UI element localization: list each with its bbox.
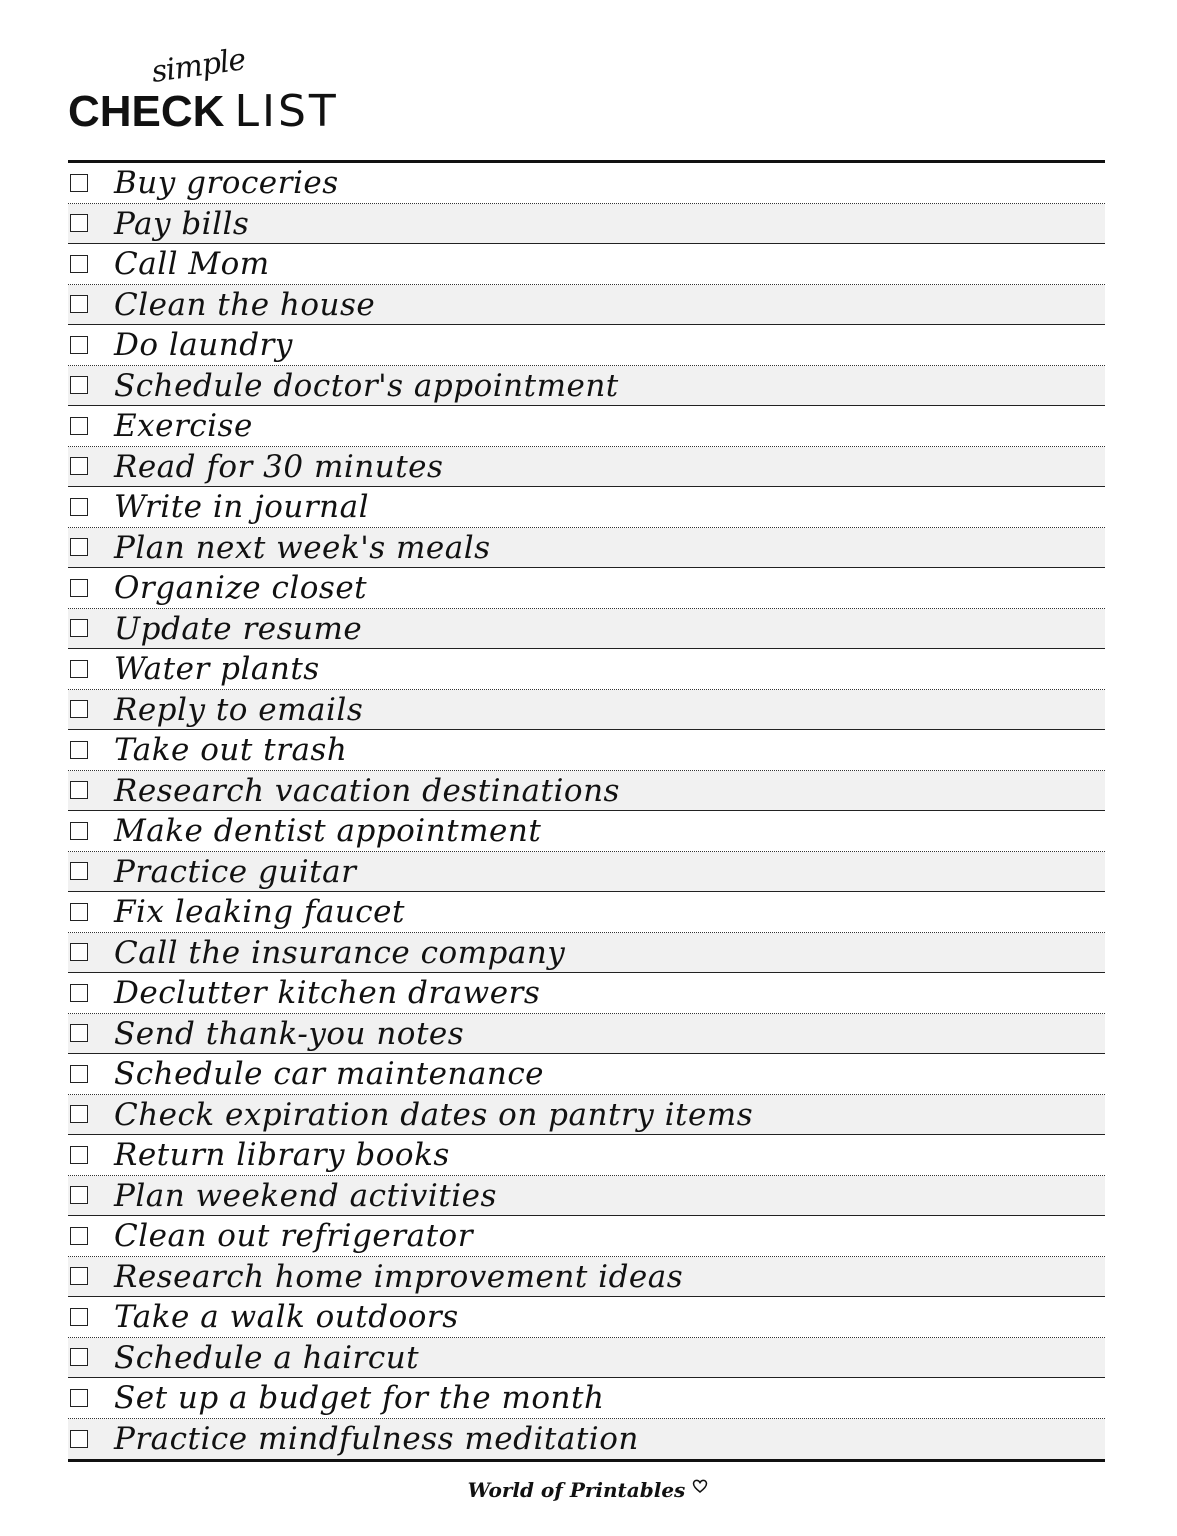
checkbox[interactable]: [70, 538, 88, 556]
checklist-item-label: Take a walk outdoors: [114, 1299, 459, 1336]
brand-name: World of Printables: [467, 1478, 686, 1502]
checklist-item-label: Declutter kitchen drawers: [114, 975, 541, 1012]
checklist-item-label: Read for 30 minutes: [114, 448, 444, 485]
checklist-row: [68, 1338, 1105, 1379]
checklist-item-label: Write in journal: [114, 489, 370, 526]
checkbox[interactable]: [70, 336, 88, 354]
checkbox[interactable]: [70, 295, 88, 313]
checklist-row: [68, 1176, 1105, 1217]
title-light-word: LIST: [234, 86, 339, 137]
checklist-item-label: Take out trash: [114, 732, 348, 769]
checklist-item-label: Call the insurance company: [114, 934, 566, 971]
checkbox[interactable]: [70, 619, 88, 637]
checklist-row: [68, 285, 1105, 326]
checkbox[interactable]: [70, 660, 88, 678]
checklist-row: [68, 811, 1105, 852]
checklist-item-label: Schedule car maintenance: [114, 1056, 545, 1093]
checklist-row: [68, 973, 1105, 1014]
checklist-item-label: Schedule doctor's appointment: [114, 367, 619, 404]
checkbox[interactable]: [70, 498, 88, 516]
brand-logo: [468, 1478, 710, 1502]
checklist-row: [68, 163, 1105, 204]
checkbox[interactable]: [70, 457, 88, 475]
checklist-row: [68, 892, 1105, 933]
title-bold-word: CHECK: [68, 87, 225, 136]
checklist-row: [68, 487, 1105, 528]
checklist-item-label: Reply to emails: [114, 691, 364, 728]
checkbox[interactable]: [70, 1430, 88, 1448]
checkbox[interactable]: [70, 376, 88, 394]
page-footer: [0, 1478, 1177, 1502]
checklist-item-label: Update resume: [114, 610, 363, 647]
checklist-row: [68, 1297, 1105, 1338]
checkbox[interactable]: [70, 1389, 88, 1407]
checklist-item-label: Schedule a haircut: [114, 1339, 420, 1376]
checkbox[interactable]: [70, 1227, 88, 1245]
checkbox[interactable]: [70, 1267, 88, 1285]
checklist-row: [68, 568, 1105, 609]
checklist-row: [68, 1419, 1105, 1460]
checklist-item-label: Practice mindfulness meditation: [114, 1421, 639, 1458]
checkbox[interactable]: [70, 781, 88, 799]
checklist-row: [68, 447, 1105, 488]
checklist-row: [68, 244, 1105, 285]
checklist-item-label: Send thank-you notes: [114, 1015, 465, 1052]
checklist-row: [68, 1135, 1105, 1176]
checklist-item-label: Research home improvement ideas: [114, 1258, 684, 1295]
title-script-word: simple: [149, 42, 248, 90]
checklist-row: [68, 325, 1105, 366]
checklist-item-label: Organize closet: [114, 570, 368, 607]
checklist-row: [68, 366, 1105, 407]
checkbox[interactable]: [70, 579, 88, 597]
checklist-item-label: Set up a budget for the month: [114, 1380, 605, 1417]
checkbox[interactable]: [70, 1146, 88, 1164]
checklist-item-label: Do laundry: [114, 327, 293, 364]
checkbox[interactable]: [70, 741, 88, 759]
checklist-row: [68, 771, 1105, 812]
checkbox[interactable]: [70, 1308, 88, 1326]
checklist-row: [68, 933, 1105, 974]
checkbox[interactable]: [70, 1065, 88, 1083]
checklist-row: [68, 406, 1105, 447]
checklist-row: [68, 1014, 1105, 1055]
checklist-row: [68, 730, 1105, 771]
checkbox[interactable]: [70, 984, 88, 1002]
checklist-item-label: Fix leaking faucet: [114, 894, 405, 931]
checklist-row: [68, 1216, 1105, 1257]
checkbox[interactable]: [70, 1105, 88, 1123]
checklist-item-label: Clean out refrigerator: [114, 1218, 474, 1255]
checklist-item-label: Practice guitar: [114, 853, 357, 890]
checklist-row: [68, 649, 1105, 690]
page-title: [68, 86, 339, 137]
checklist-row: [68, 1095, 1105, 1136]
checklist-item-label: Call Mom: [114, 246, 270, 283]
checkbox[interactable]: [70, 417, 88, 435]
page-header: [68, 40, 468, 140]
checklist-row: [68, 1054, 1105, 1095]
checklist-item-label: Return library books: [114, 1137, 450, 1174]
checklist-item-label: Plan next week's meals: [114, 529, 491, 566]
checklist-item-label: Clean the house: [114, 286, 376, 323]
checklist-row: [68, 204, 1105, 245]
checkbox[interactable]: [70, 862, 88, 880]
heart-icon: [691, 1476, 709, 1494]
checkbox[interactable]: [70, 1348, 88, 1366]
checkbox[interactable]: [70, 255, 88, 273]
checklist-item-label: Make dentist appointment: [114, 813, 542, 850]
checklist-item-label: Check expiration dates on pantry items: [114, 1096, 754, 1133]
checklist-item-label: Research vacation destinations: [114, 772, 620, 809]
checkbox[interactable]: [70, 214, 88, 232]
checkbox[interactable]: [70, 174, 88, 192]
checklist-row: [68, 528, 1105, 569]
checkbox[interactable]: [70, 1186, 88, 1204]
checkbox[interactable]: [70, 1024, 88, 1042]
checklist-row: [68, 1257, 1105, 1298]
checkbox[interactable]: [70, 903, 88, 921]
checkbox[interactable]: [70, 822, 88, 840]
checklist-row: [68, 1378, 1105, 1419]
checklist-item-label: Plan weekend activities: [114, 1177, 497, 1214]
checklist-item-label: Exercise: [114, 408, 253, 445]
checklist-item-label: Buy groceries: [114, 165, 339, 202]
checklist-row: [68, 852, 1105, 893]
checklist-row: [68, 690, 1105, 731]
checklist-row: [68, 609, 1105, 650]
checkbox[interactable]: [70, 943, 88, 961]
checklist-item-label: Pay bills: [114, 205, 250, 242]
checkbox[interactable]: [70, 700, 88, 718]
checklist-item-label: Water plants: [114, 651, 320, 688]
checklist: [68, 160, 1105, 1462]
